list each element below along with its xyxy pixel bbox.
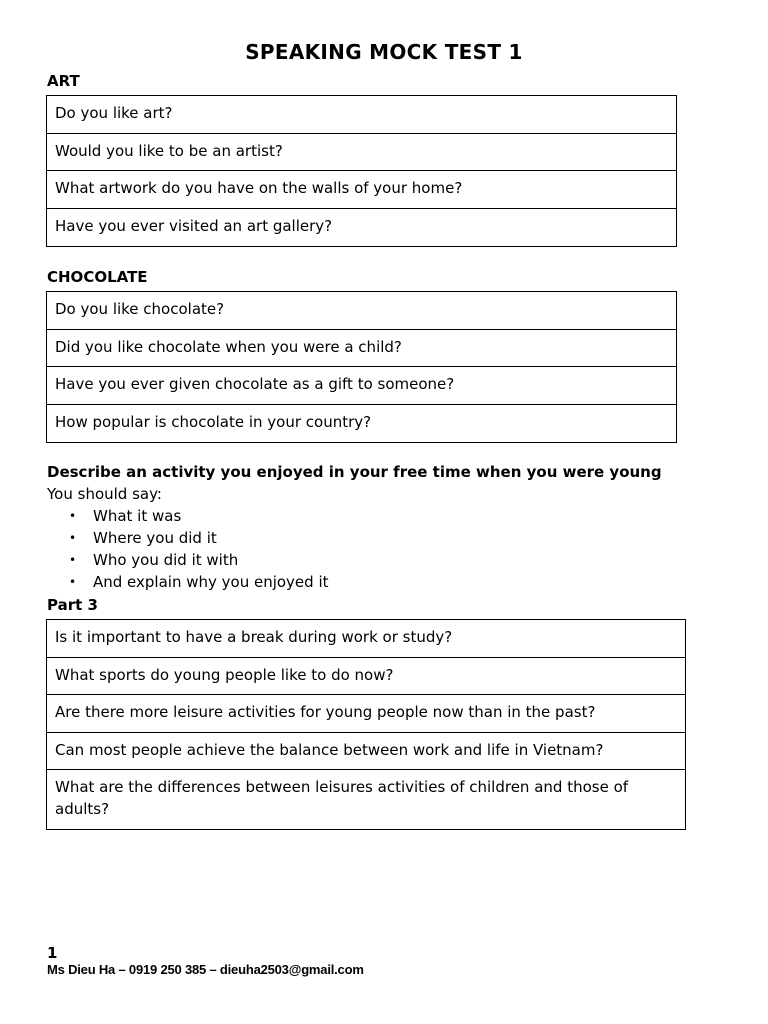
- list-item: • Where you did it: [69, 529, 217, 547]
- question-cell: Do you like chocolate?: [47, 292, 677, 330]
- bullet-icon: •: [69, 509, 77, 523]
- cue-card-bullet-list: [47, 505, 329, 593]
- cue-card-intro: You should say:: [47, 485, 162, 503]
- question-cell: Are there more leisure activities for young people now than in the past?: [47, 695, 686, 733]
- bullet-icon: •: [69, 553, 77, 567]
- bullet-icon: •: [69, 575, 77, 589]
- question-cell: Can most people achieve the balance between work and life in Vietnam?: [47, 733, 686, 770]
- section-heading-art: ART: [47, 72, 80, 90]
- question-cell: What are the differences between leisures activities of children and those of adults?: [47, 770, 686, 830]
- question-cell: Have you ever given chocolate as a gift to someone?: [47, 367, 677, 405]
- bullet-icon: •: [69, 531, 77, 545]
- question-cell: Have you ever visited an art gallery?: [47, 209, 677, 247]
- part3-questions-table: [46, 619, 686, 830]
- section-heading-part3: Part 3: [47, 596, 98, 614]
- list-item: • What it was: [69, 507, 182, 525]
- footer-contact: Ms Dieu Ha – 0919 250 385 – dieuha2503@gmail.com: [47, 962, 364, 977]
- page-title: SPEAKING MOCK TEST 1: [245, 40, 523, 64]
- page-number: 1: [47, 944, 58, 962]
- question-cell: Do you like art?: [47, 96, 677, 134]
- cue-card-heading: Describe an activity you enjoyed in your free time when you were young: [47, 463, 662, 481]
- question-cell: Is it important to have a break during work or study?: [47, 620, 686, 658]
- question-cell: What artwork do you have on the walls of your home?: [47, 171, 677, 209]
- question-cell: How popular is chocolate in your country?: [47, 405, 677, 443]
- question-cell: Would you like to be an artist?: [47, 134, 677, 171]
- question-cell: Did you like chocolate when you were a child?: [47, 330, 677, 367]
- list-item: • And explain why you enjoyed it: [69, 573, 329, 591]
- chocolate-questions-table: [46, 291, 677, 443]
- section-heading-chocolate: CHOCOLATE: [47, 268, 148, 286]
- question-cell: What sports do young people like to do now?: [47, 658, 686, 695]
- list-item: • Who you did it with: [69, 551, 239, 569]
- art-questions-table: [46, 95, 677, 247]
